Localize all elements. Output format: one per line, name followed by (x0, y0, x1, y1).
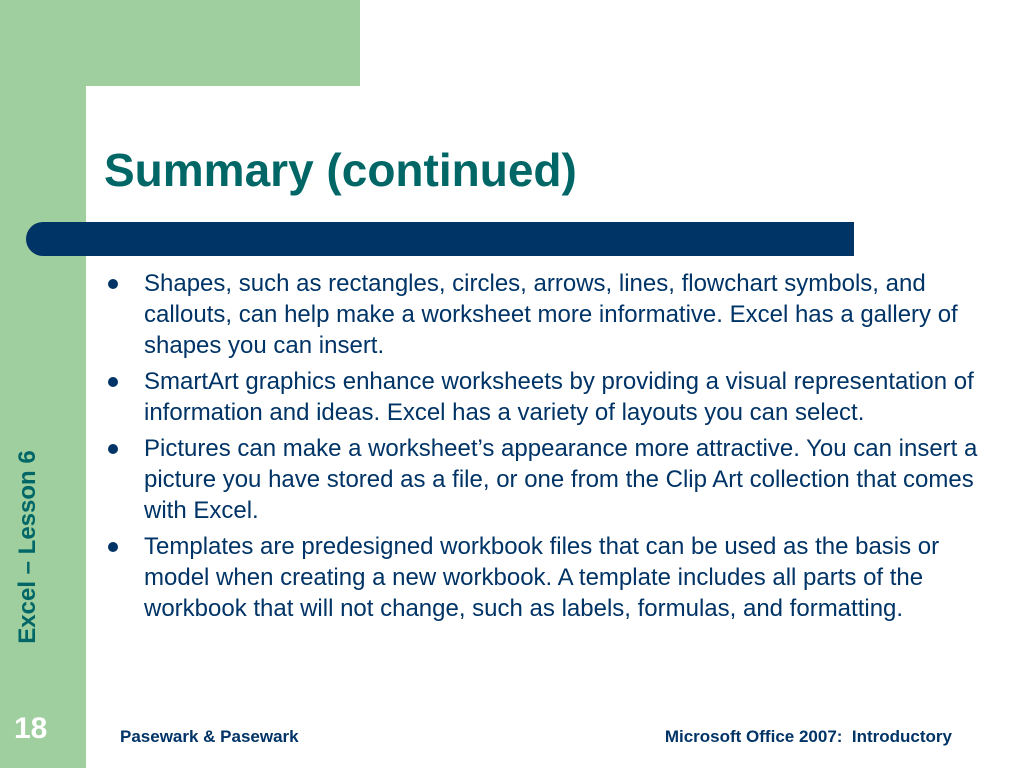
title-underline-bar (26, 222, 854, 256)
side-lesson-label (8, 432, 48, 662)
side-lesson-label-text: Excel – Lesson 6 (14, 450, 41, 644)
bullet-item (108, 268, 988, 361)
bullet-text: Shapes, such as rectangles, circles, arrows, lines, flowchart symbols, and callouts, can help make a worksheet more informative. Excel has a gallery of shapes you can insert. (144, 270, 958, 359)
bullet-item (108, 366, 988, 428)
bullet-icon (108, 444, 118, 454)
footer-author: Pasewark & Pasewark (120, 727, 299, 746)
bullet-text: Pictures can make a worksheet’s appearance more attractive. You can insert a picture you have stored as a file, or one from the Clip Art collection that comes with Excel. (144, 435, 978, 524)
bullet-icon (108, 542, 118, 552)
bullet-icon (108, 377, 118, 387)
bullet-list (108, 268, 988, 629)
footer-course: Microsoft Office 2007: Introductory (664, 727, 952, 746)
slide-title: Summary (continued) (104, 144, 577, 196)
bullet-text: SmartArt graphics enhance worksheets by providing a visual representation of information and ideas. Excel has a variety of layouts you can select. (144, 368, 974, 426)
page-number: 18 (14, 712, 48, 745)
bullet-text: Templates are predesigned workbook files that can be used as the basis or model when creating a new workbook. A template includes all parts of the workbook that will not change, such as labels, formulas, and formatting. (144, 533, 940, 622)
bullet-item (108, 433, 988, 526)
bullet-icon (108, 279, 118, 289)
bullet-item (108, 531, 988, 624)
